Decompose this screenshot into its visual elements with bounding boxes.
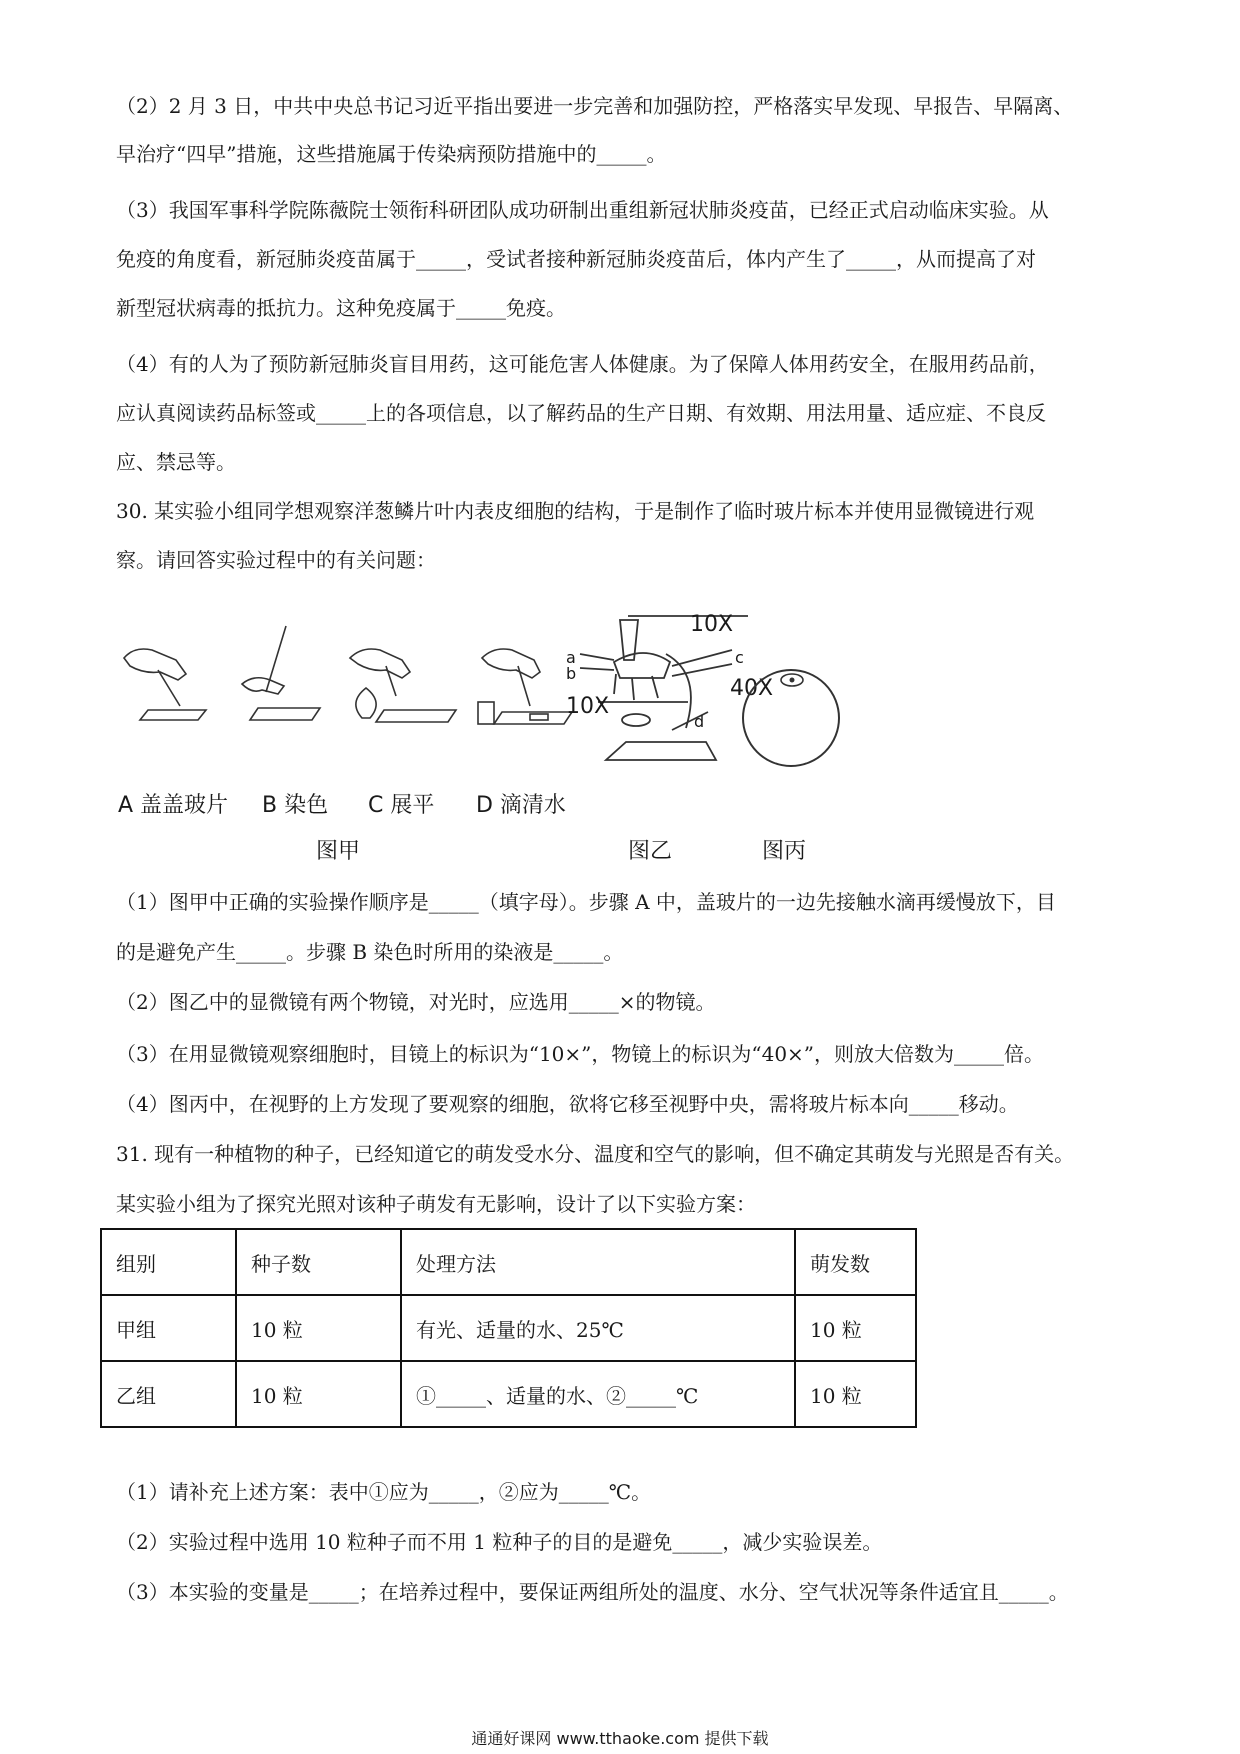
text-line: 应、禁忌等。 bbox=[116, 450, 236, 474]
question-30: 30. 某实验小组同学想观察洋葱鳞片叶内表皮细胞的结构，于是制作了临时玻片标本并使用显微镜进行观 bbox=[116, 499, 1035, 523]
text-line: 应认真阅读药品标签或_____上的各项信息，以了解药品的生产日期、有效期、用法用量、适应症、不良反 bbox=[116, 401, 1046, 425]
table-cell: 有光、适量的水、25℃ bbox=[401, 1295, 795, 1361]
table-cell: 10 粒 bbox=[795, 1295, 916, 1361]
experiment-table bbox=[100, 1228, 917, 1428]
table-cell: 10 粒 bbox=[795, 1361, 916, 1427]
step-d-label: D 滴清水 bbox=[476, 793, 566, 818]
text-line: （3）我国军事科学院陈薇院士领衔科研团队成功研制出重组新冠状肺炎疫苗，已经正式启动临床实验。从 bbox=[116, 198, 1049, 222]
figure-title-yi: 图乙 bbox=[628, 839, 673, 864]
text-line: （1）图甲中正确的实验操作顺序是_____（填字母）。步骤 A 中，盖玻片的一边先接触水滴再缓慢放下，目 bbox=[116, 890, 1056, 914]
mic-label-eyepiece: 10X bbox=[690, 612, 734, 637]
table-header: 萌发数 bbox=[795, 1229, 916, 1295]
text-line: （4）图丙中，在视野的上方发现了要观察的细胞，欲将它移至视野中央，需将玻片标本向_____移动。 bbox=[116, 1092, 1019, 1116]
table-cell: 10 粒 bbox=[236, 1295, 401, 1361]
figure-title-jia: 图甲 bbox=[316, 839, 361, 864]
page-footer: 通通好课网 www.tthaoke.com 提供下载 bbox=[471, 1729, 769, 1748]
table-header: 种子数 bbox=[236, 1229, 401, 1295]
step-b-label: B 染色 bbox=[262, 793, 329, 818]
mic-label-d: d bbox=[694, 712, 705, 731]
text-line: （1）请补充上述方案：表中①应为_____，②应为_____℃。 bbox=[116, 1480, 652, 1504]
mic-label-a: a bbox=[566, 648, 576, 667]
table-header-row bbox=[101, 1229, 916, 1295]
text-line: （3）本实验的变量是_____；在培养过程中，要保证两组所处的温度、水分、空气状况等条件适宜且_____。 bbox=[116, 1580, 1069, 1604]
table-cell: 甲组 bbox=[101, 1295, 236, 1361]
figure-jia-illustration bbox=[118, 618, 578, 758]
question-31: 31. 现有一种植物的种子，已经知道它的萌发受水分、温度和空气的影响，但不确定其萌发与光照是否有关。 bbox=[116, 1142, 1075, 1166]
step-a-label: A 盖盖玻片 bbox=[118, 793, 229, 818]
table-row bbox=[101, 1361, 916, 1427]
mic-label-10x-left: 10X bbox=[566, 694, 610, 719]
text-line: （2）2 月 3 日，中共中央总书记习近平指出要进一步完善和加强防控，严格落实早发现、早报告、早隔离、 bbox=[116, 94, 1074, 118]
text-line: （2）图乙中的显微镜有两个物镜，对光时，应选用_____×的物镜。 bbox=[116, 990, 716, 1014]
field-of-view-circle bbox=[736, 662, 846, 772]
table-row bbox=[101, 1295, 916, 1361]
text-line: （3）在用显微镜观察细胞时，目镜上的标识为“10×”，物镜上的标识为“40×”，则放大倍数为_____倍。 bbox=[116, 1042, 1045, 1066]
table-cell: 乙组 bbox=[101, 1361, 236, 1427]
text-line: 免疫的角度看，新冠肺炎疫苗属于_____，受试者接种新冠肺炎疫苗后，体内产生了_____，从而提高了对 bbox=[116, 247, 1036, 271]
text-line: 的是避免产生_____。步骤 B 染色时所用的染液是_____。 bbox=[116, 940, 624, 964]
text-line: 早治疗“四早”措施，这些措施属于传染病预防措施中的_____。 bbox=[116, 142, 667, 166]
text-line: （4）有的人为了预防新冠肺炎盲目用药，这可能危害人体健康。为了保障人体用药安全，在服用药品前， bbox=[116, 352, 1049, 376]
text-line: 某实验小组为了探究光照对该种子萌发有无影响，设计了以下实验方案： bbox=[116, 1192, 756, 1216]
step-c-label: C 展平 bbox=[368, 793, 435, 818]
text-line: （2）实验过程中选用 10 粒种子而不用 1 粒种子的目的是避免_____，减少实验误差。 bbox=[116, 1530, 883, 1554]
mic-label-c: c bbox=[735, 648, 744, 667]
table-header: 组别 bbox=[101, 1229, 236, 1295]
mic-label-b: b bbox=[566, 664, 577, 683]
mic-label-40x: 40X bbox=[730, 676, 774, 701]
figure-title-bing: 图丙 bbox=[762, 839, 807, 864]
table-header: 处理方法 bbox=[401, 1229, 795, 1295]
text-line: 察。请回答实验过程中的有关问题： bbox=[116, 548, 436, 572]
table-cell: ①_____、适量的水、②_____℃ bbox=[401, 1361, 795, 1427]
table-cell: 10 粒 bbox=[236, 1361, 401, 1427]
text-line: 新型冠状病毒的抵抗力。这种免疫属于_____免疫。 bbox=[116, 296, 566, 320]
